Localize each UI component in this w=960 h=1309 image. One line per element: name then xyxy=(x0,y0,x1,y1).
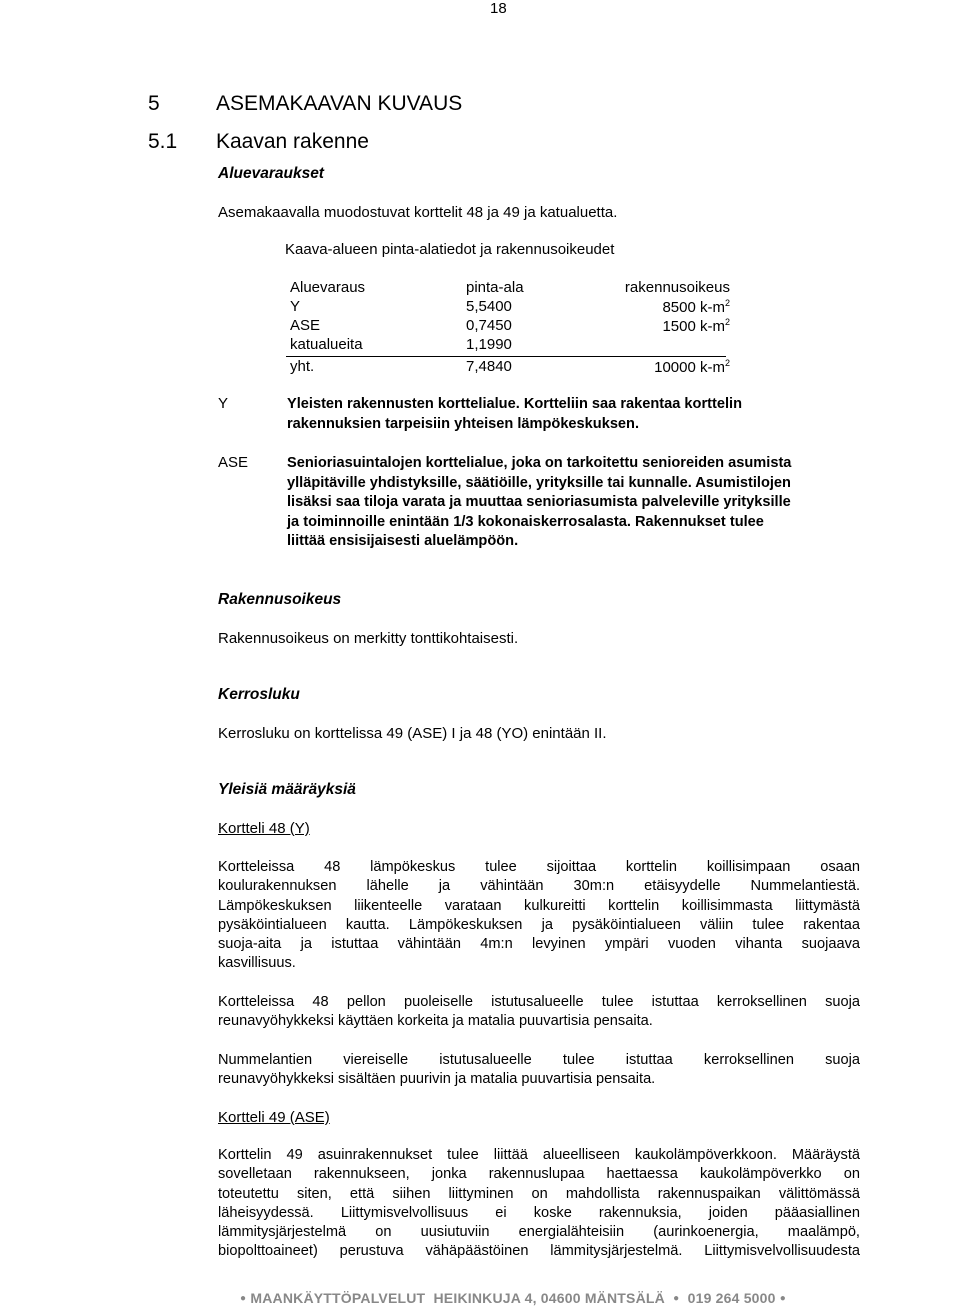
text-line: Yleisten rakennusten korttelialue. Kortteliin saa rakentaa korttelin xyxy=(287,396,742,412)
table-row xyxy=(290,336,730,355)
cell-rakennusoikeus xyxy=(662,317,730,335)
text-line: reunavyöhykkeksi käyttäen korkeita ja matalia puuvartisia pensaita. xyxy=(218,1013,653,1030)
aluevaraukset-heading: Aluevaraukset xyxy=(218,165,324,182)
kortteli-48-title: Kortteli 48 (Y) xyxy=(218,820,310,837)
text-line: Korttelin 49 asuinrakennukset tulee liittää alueelliseen kaukolämpöverkkoon. Määräystä xyxy=(218,1147,860,1163)
text-line: reunavyöhykkeksi sisältäen puurivin ja matalia puuvartisia pensaita. xyxy=(218,1071,656,1088)
total-rakennusoikeus xyxy=(654,358,730,376)
text-line: Nummelantien viereiselle istutusalueelle tulee istuttaa kerroksellinen suoja xyxy=(218,1052,860,1068)
section-number: 5 xyxy=(148,92,160,115)
total-pinta-ala: 7,4840 xyxy=(466,358,512,375)
rakennusoikeus-text: Rakennusoikeus on merkitty tonttikohtaisesti. xyxy=(218,630,519,647)
total-label: yht. xyxy=(290,358,315,375)
kortteli-48-paragraph-2 xyxy=(218,993,860,1032)
text-line: suoja-aita ja istuttaa vähintään 4m:n levyinen ympäri vuoden vihanta suojaava xyxy=(218,936,860,953)
text-line: ja toiminnoille enintään 1/3 kokonaiskerrosalasta. Rakennukset tulee xyxy=(287,513,764,530)
table-row xyxy=(290,298,730,317)
kerrosluku-text: Kerrosluku on korttelissa 49 (ASE) I ja 48 (YO) enintään II. xyxy=(218,725,607,742)
footer xyxy=(240,1290,786,1306)
subsection-number: 5.1 xyxy=(148,130,178,153)
subsection-title: Kaavan rakenne xyxy=(216,130,369,153)
footer-company: MAANKÄYTTÖPALVELUT xyxy=(250,1290,426,1306)
area-table xyxy=(290,279,730,389)
cell-value: 1500 k-m xyxy=(662,318,725,335)
text-line: biopolttoaineet) perustuva vähäpäästöinen lämmitysjärjestelmä. Liittymisvelvollisuudesta xyxy=(218,1243,860,1260)
text-line: läheisyydessä. Liittymisvelvollisuus ei koske rakennuksia, joiden pääasiallinen xyxy=(218,1204,860,1221)
superscript: 2 xyxy=(724,358,730,368)
section-title: ASEMAKAAVAN KUVAUS xyxy=(216,92,463,115)
kortteli-48-paragraph-3 xyxy=(218,1051,860,1090)
yleisia-heading: Yleisiä määräyksiä xyxy=(218,781,356,798)
table-divider xyxy=(286,356,726,357)
footer-address: HEIKINKUJA 4, 04600 MÄNTSÄLÄ xyxy=(433,1290,665,1306)
text-line: pysäköintialueen kautta. Lämpökeskuksen ja pysäköintialueen väliin tulee rakentaa xyxy=(218,916,860,933)
total-value: 10000 k-m xyxy=(654,359,725,376)
header-pinta-ala: pinta-ala xyxy=(466,279,524,296)
cell-pinta-ala: 1,1990 xyxy=(466,336,512,353)
text-line: liittää ensisijaisesti aluelämpöön. xyxy=(287,533,519,549)
text-line: sovelletaan rakennukseen, jonka rakennuslupaa haettaessa kaukolämpöverkko on xyxy=(218,1166,860,1183)
cell-rakennusoikeus xyxy=(662,298,730,316)
kerrosluku-heading: Kerrosluku xyxy=(218,686,300,703)
definition-text-ase xyxy=(287,454,887,552)
table-header-row xyxy=(290,279,730,298)
cell-aluevaraus: ASE xyxy=(290,317,321,334)
table-caption: Kaava-alueen pinta-alatiedot ja rakennusoikeudet xyxy=(285,241,615,258)
page-number: 18 xyxy=(490,0,507,17)
kortteli-49-title: Kortteli 49 (ASE) xyxy=(218,1109,330,1126)
superscript: 2 xyxy=(724,317,730,327)
text-line: Senioriasuintalojen korttelialue, joka on tarkoitettu senioreiden asumista xyxy=(287,455,792,471)
cell-aluevaraus: katualueita xyxy=(290,336,363,353)
table-total-row xyxy=(290,358,730,377)
kortteli-48-paragraph-1 xyxy=(218,858,860,974)
text-line: Lämpökeskuksen liikenteelle varataan kulkureitti korttelin koillisimmasta liittymästä xyxy=(218,897,860,914)
cell-pinta-ala: 5,5400 xyxy=(466,298,512,315)
cell-pinta-ala: 0,7450 xyxy=(466,317,512,334)
text-line: koulurakennuksen lähelle ja vähintään 30m:n etäisyydelle Nummelantiestä. xyxy=(218,878,860,895)
header-rakennusoikeus: rakennusoikeus xyxy=(624,279,730,296)
text-line: Kortteleissa 48 pellon puoleiselle istutusalueelle tulee istuttaa kerroksellinen suoja xyxy=(218,994,860,1010)
text-line: toteutettu siten, että siihen liittyminen on mahdollista rakennuspaikan välittömässä xyxy=(218,1185,860,1202)
text-line: ylläpitäville yhdistyksille, säätiöille, yrityksille tai kunnalle. Asumistilojen xyxy=(287,474,791,491)
bullet-icon: ● xyxy=(673,1293,680,1304)
text-line: rakennuksien tarpeisiin yhteisen lämpökeskuksen. xyxy=(287,415,640,432)
text-line: lisäksi saa tiloja varata ja muuttaa senioriasumista palveleville yrityksille xyxy=(287,494,791,510)
superscript: 2 xyxy=(724,298,730,308)
header-aluevaraus: Aluevaraus xyxy=(290,279,366,296)
text-line: lämmitysjärjestelmä on uusiutuviin energialähteisiin (aurinkoenergia, maalämpö, xyxy=(218,1224,860,1241)
kortteli-49-paragraph-1 xyxy=(218,1146,860,1262)
cell-aluevaraus: Y xyxy=(290,298,301,315)
definition-text-y xyxy=(287,395,887,434)
footer-phone: 019 264 5000 xyxy=(687,1290,776,1306)
bullet-icon: ● xyxy=(779,1293,786,1304)
text-line: Kortteleissa 48 lämpökeskus tulee sijoittaa korttelin koillisimpaan osaan xyxy=(218,859,860,875)
definition-code-y: Y xyxy=(218,395,229,412)
definition-code-ase: ASE xyxy=(218,454,249,471)
cell-value: 8500 k-m xyxy=(662,299,725,316)
rakennusoikeus-heading: Rakennusoikeus xyxy=(218,591,342,608)
aluevaraukset-intro: Asemakaavalla muodostuvat korttelit 48 ja 49 ja katualuetta. xyxy=(218,204,618,221)
bullet-icon: ● xyxy=(240,1293,247,1304)
text-line: kasvillisuus. xyxy=(218,955,296,972)
table-row xyxy=(290,317,730,336)
